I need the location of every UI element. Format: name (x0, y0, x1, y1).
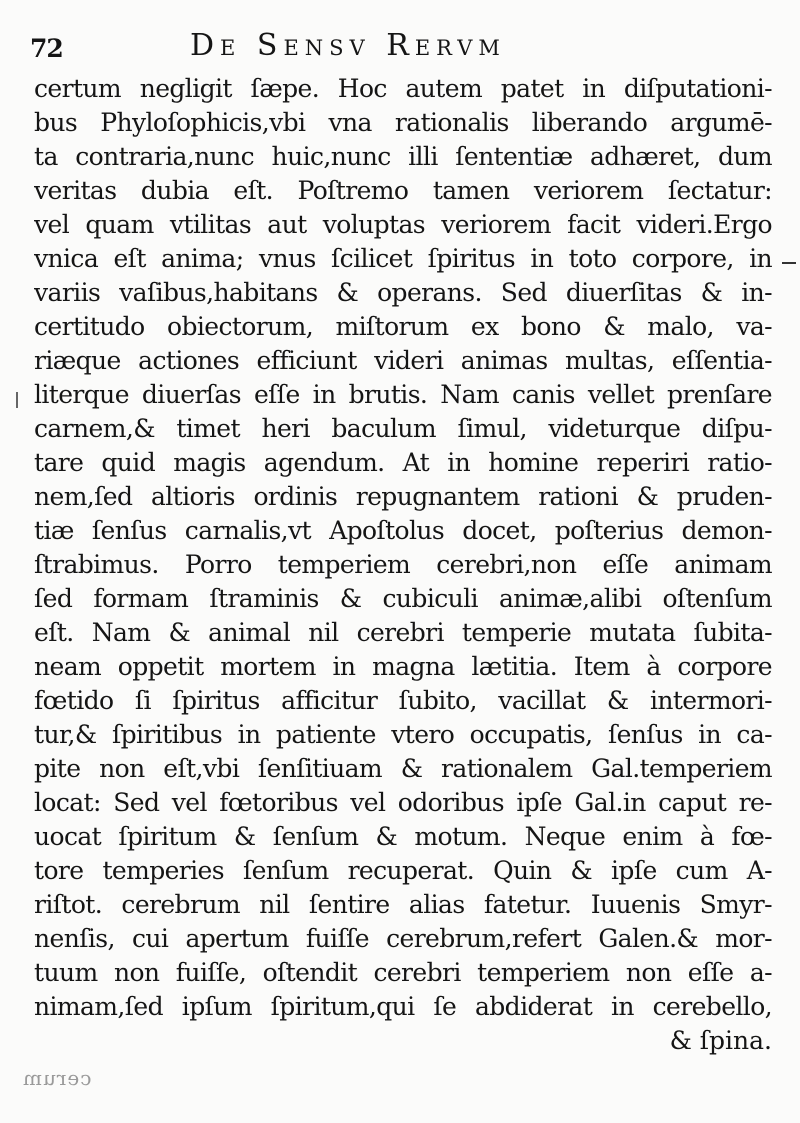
text-line: nenſis, cui apertum fuiſſe cerebrum,refert Galen.& mor- (34, 924, 772, 953)
text-line: tuum non fuiſſe, oſtendit cerebri temperiem non eſſe a- (34, 958, 772, 987)
margin-mark (782, 262, 796, 264)
text-line: ſed formam ſtraminis & cubiculi animæ,alibi oſtenſum (34, 584, 772, 613)
text-line: nimam,ſed ipſum ſpiritum,qui ſe abdiderat in cerebello, (34, 992, 772, 1021)
text-line: certum negligit ſæpe. Hoc autem patet in diſputationi- (34, 74, 772, 103)
bleed-through-text: cerum (22, 1066, 92, 1090)
text-line: fœtido ſi ſpiritus afficitur ſubito, vacillat & intermori- (34, 686, 772, 715)
text-line: literque diuerſas eſſe in brutis. Nam canis vellet prenſare (34, 380, 772, 409)
text-line: variis vaſibus,habitans & operans. Sed diuerſitas & in- (34, 278, 772, 307)
text-line: neam oppetit mortem in magna lætitia. Item à corpore (34, 652, 772, 681)
text-line: vnica eſt anima; vnus ſcilicet ſpiritus in toto corpore, in (34, 244, 772, 273)
text-line: riſtot. cerebrum nil ſentire alias fatetur. Iuuenis Smyr- (34, 890, 772, 919)
body-text (34, 72, 772, 1058)
page-header (30, 24, 770, 68)
text-line: riæque actiones efficiunt videri animas multas, eſſentia- (34, 346, 772, 375)
text-line: uocat ſpiritum & ſenſum & motum. Neque enim à fœ- (34, 822, 772, 851)
text-line: nem,ſed altioris ordinis repugnantem rationi & pruden- (34, 482, 772, 511)
text-line: certitudo obiectorum, miſtorum ex bono & malo, va- (34, 312, 772, 341)
text-line: ta contraria,nunc huic,nunc illi ſententiæ adhæret, dum (34, 142, 772, 171)
page-number: 72 (30, 34, 63, 63)
text-line: ſtrabimus. Porro temperiem cerebri,non eſſe animam (34, 550, 772, 579)
text-line: & ſpina. (669, 1026, 772, 1055)
text-line: carnem,& timet heri baculum ſimul, videturque diſpu- (34, 414, 772, 443)
text-line: veritas dubia eſt. Poſtremo tamen veriorem ſectatur: (34, 176, 772, 205)
text-line: tur,& ſpiritibus in patiente vtero occupatis, ſenſus in ca- (34, 720, 772, 749)
text-line: locat: Sed vel fœtoribus vel odoribus ipſe Gal.in caput re- (34, 788, 772, 817)
text-line: tiæ ſenſus carnalis,vt Apoſtolus docet, poſterius demon- (34, 516, 772, 545)
text-line: tore temperies ſenſum recuperat. Quin & ipſe cum A- (34, 856, 772, 885)
text-line: bus Phyloſophicis,vbi vna rationalis liberando argumē- (34, 108, 772, 137)
text-line: pite non eſt,vbi ſenſitiuam & rationalem Gal.temperiem (34, 754, 772, 783)
running-title: De Sensv Rervm (190, 28, 506, 63)
text-line: tare quid magis agendum. At in homine reperiri ratio- (34, 448, 772, 477)
margin-mark (16, 392, 18, 408)
text-line: vel quam vtilitas aut voluptas veriorem facit videri.Ergo (34, 210, 772, 239)
text-line: eſt. Nam & animal nil cerebri temperie mutata ſubita- (34, 618, 772, 647)
